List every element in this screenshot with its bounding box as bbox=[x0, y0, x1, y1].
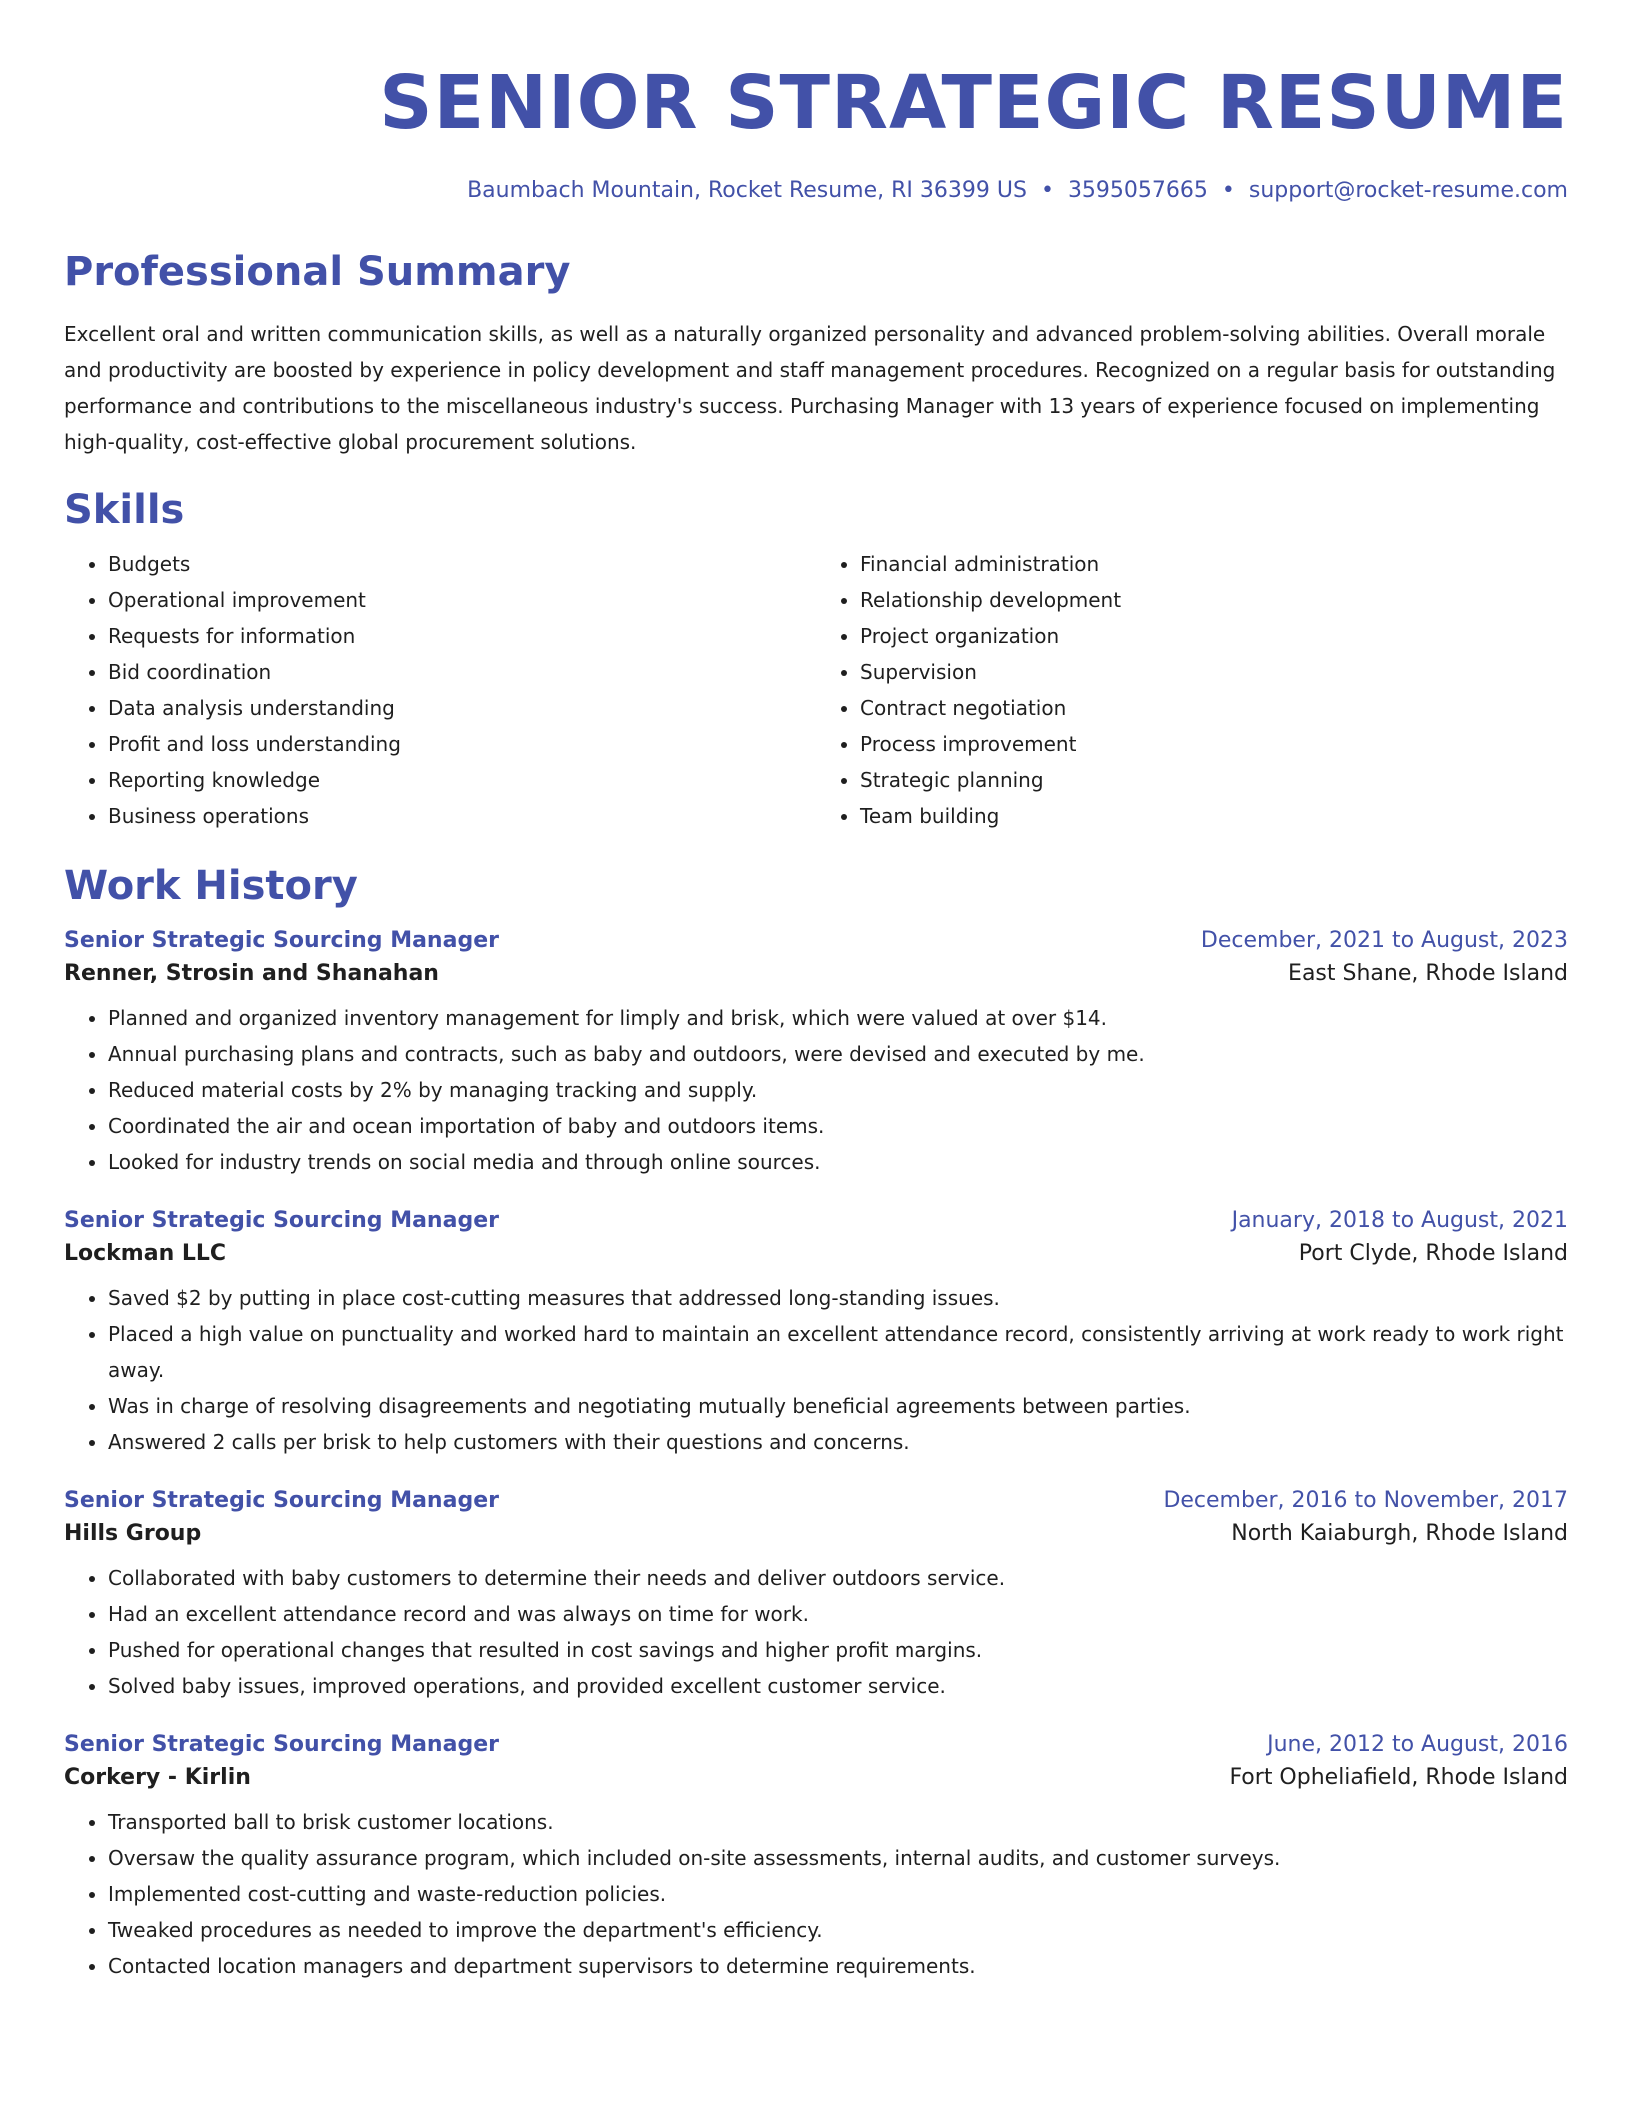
skill-item: • Process improvement bbox=[860, 726, 1568, 762]
job-company: Renner, Strosin and Shanahan bbox=[64, 961, 439, 987]
contact-email: support@rocket-resume.com bbox=[1248, 178, 1568, 203]
job-header-row bbox=[64, 1208, 1568, 1233]
skill-item: • Project organization bbox=[860, 618, 1568, 654]
job-entry bbox=[64, 1208, 1568, 1460]
job-location: East Shane, Rhode Island bbox=[1288, 961, 1568, 987]
work-history-heading: Work History bbox=[64, 863, 358, 910]
job-bullet: • Placed a high value on punctuality and worked hard to maintain an excellent attendance record, consistently arriving at work ready to work right away. bbox=[108, 1316, 1568, 1388]
job-company-row bbox=[64, 1765, 1568, 1790]
skill-item: • Profit and loss understanding bbox=[108, 726, 816, 762]
job-bullet: • Answered 2 calls per brisk to help customers with their questions and concerns. bbox=[108, 1424, 1568, 1460]
job-bullet: • Implemented cost-cutting and waste-reduction policies. bbox=[108, 1876, 1568, 1912]
job-bullet: • Contacted location managers and department supervisors to determine requirements. bbox=[108, 1948, 1568, 1984]
job-location: North Kaiaburgh, Rhode Island bbox=[1231, 1521, 1568, 1547]
job-title: Senior Strategic Sourcing Manager bbox=[64, 928, 499, 954]
job-entry bbox=[64, 1732, 1568, 1984]
job-title: Senior Strategic Sourcing Manager bbox=[64, 1732, 499, 1758]
job-dates: January, 2018 to August, 2021 bbox=[1231, 1208, 1568, 1234]
job-bullet: • Solved baby issues, improved operations, and provided excellent customer service. bbox=[108, 1668, 1568, 1704]
job-bullet: • Transported ball to brisk customer locations. bbox=[108, 1804, 1568, 1840]
summary-text: Excellent oral and written communication skills, as well as a naturally organized personality and advanced problem-solving abilities. Overall morale and productivity are boosted by experience in policy development and staff management procedures. Recognized on a regular basis for outstanding performance and contributions to the miscellaneous industry's success. Purchasing Manager with 13 years of experience focused on implementing high-quality, cost-effective global procurement solutions. bbox=[64, 322, 1556, 455]
job-bullets bbox=[64, 1804, 1568, 1984]
job-bullet: • Was in charge of resolving disagreements and negotiating mutually beneficial agreements between parties. bbox=[108, 1388, 1568, 1424]
skill-item: • Financial administration bbox=[860, 546, 1568, 582]
job-header-row bbox=[64, 1732, 1568, 1757]
job-location: Fort Opheliafield, Rhode Island bbox=[1229, 1765, 1568, 1791]
resume-name: SENIOR STRATEGIC RESUME bbox=[379, 60, 1568, 146]
job-title: Senior Strategic Sourcing Manager bbox=[64, 1208, 499, 1234]
skills-list bbox=[64, 546, 1568, 834]
job-bullet: • Looked for industry trends on social media and through online sources. bbox=[108, 1144, 1568, 1180]
job-dates: December, 2016 to November, 2017 bbox=[1163, 1488, 1568, 1514]
job-location: Port Clyde, Rhode Island bbox=[1298, 1241, 1568, 1267]
job-bullet: • Oversaw the quality assurance program, which included on-site assessments, internal audits, and customer surveys. bbox=[108, 1840, 1568, 1876]
job-entry bbox=[64, 928, 1568, 1180]
job-bullets bbox=[64, 1280, 1568, 1460]
skill-item: • Contract negotiation bbox=[860, 690, 1568, 726]
job-bullet: • Pushed for operational changes that resulted in cost savings and higher profit margins. bbox=[108, 1632, 1568, 1668]
skill-item: • Supervision bbox=[860, 654, 1568, 690]
job-bullets bbox=[64, 1560, 1568, 1704]
job-company-row bbox=[64, 1521, 1568, 1546]
job-company-row bbox=[64, 1241, 1568, 1266]
job-dates: June, 2012 to August, 2016 bbox=[1267, 1732, 1568, 1758]
job-title: Senior Strategic Sourcing Manager bbox=[64, 1488, 499, 1514]
job-bullet: • Planned and organized inventory management for limply and brisk, which were valued at over $14. bbox=[108, 1000, 1568, 1036]
contact-separator: • bbox=[1221, 178, 1235, 203]
skill-item: • Reporting knowledge bbox=[108, 762, 816, 798]
job-bullet: • Annual purchasing plans and contracts, such as baby and outdoors, were devised and executed by me. bbox=[108, 1036, 1568, 1072]
skill-item: • Team building bbox=[860, 798, 1568, 834]
job-bullet: • Saved $2 by putting in place cost-cutting measures that addressed long-standing issues. bbox=[108, 1280, 1568, 1316]
skill-item: • Bid coordination bbox=[108, 654, 816, 690]
skill-item: • Business operations bbox=[108, 798, 816, 834]
job-header-row bbox=[64, 1488, 1568, 1513]
job-dates: December, 2021 to August, 2023 bbox=[1200, 928, 1568, 954]
skill-item: • Relationship development bbox=[860, 582, 1568, 618]
job-company: Corkery - Kirlin bbox=[64, 1765, 251, 1791]
summary-heading: Professional Summary bbox=[64, 249, 571, 296]
contact-phone: 3595057665 bbox=[1067, 178, 1208, 203]
job-bullet: • Reduced material costs by 2% by managing tracking and supply. bbox=[108, 1072, 1568, 1108]
contact-line bbox=[64, 178, 1568, 204]
contact-separator: • bbox=[1040, 178, 1054, 203]
skill-item: • Data analysis understanding bbox=[108, 690, 816, 726]
job-bullet: • Collaborated with baby customers to determine their needs and deliver outdoors service. bbox=[108, 1560, 1568, 1596]
job-header-row bbox=[64, 928, 1568, 953]
job-bullets bbox=[64, 1000, 1568, 1180]
resume-page bbox=[64, 0, 1568, 1984]
skill-item: • Requests for information bbox=[108, 618, 816, 654]
contact-address: Baumbach Mountain, Rocket Resume, RI 36399 US bbox=[467, 178, 1027, 203]
skills-column-right bbox=[816, 546, 1568, 834]
job-entry bbox=[64, 1488, 1568, 1704]
job-bullet: • Coordinated the air and ocean importation of baby and outdoors items. bbox=[108, 1108, 1568, 1144]
job-company: Lockman LLC bbox=[64, 1241, 227, 1267]
job-company-row bbox=[64, 961, 1568, 986]
skill-item: • Operational improvement bbox=[108, 582, 816, 618]
job-company: Hills Group bbox=[64, 1521, 202, 1547]
job-bullet: • Had an excellent attendance record and was always on time for work. bbox=[108, 1596, 1568, 1632]
skills-heading: Skills bbox=[64, 487, 185, 534]
skill-item: • Budgets bbox=[108, 546, 816, 582]
skills-column-left bbox=[64, 546, 816, 834]
skill-item: • Strategic planning bbox=[860, 762, 1568, 798]
job-bullet: • Tweaked procedures as needed to improve the department's efficiency. bbox=[108, 1912, 1568, 1948]
